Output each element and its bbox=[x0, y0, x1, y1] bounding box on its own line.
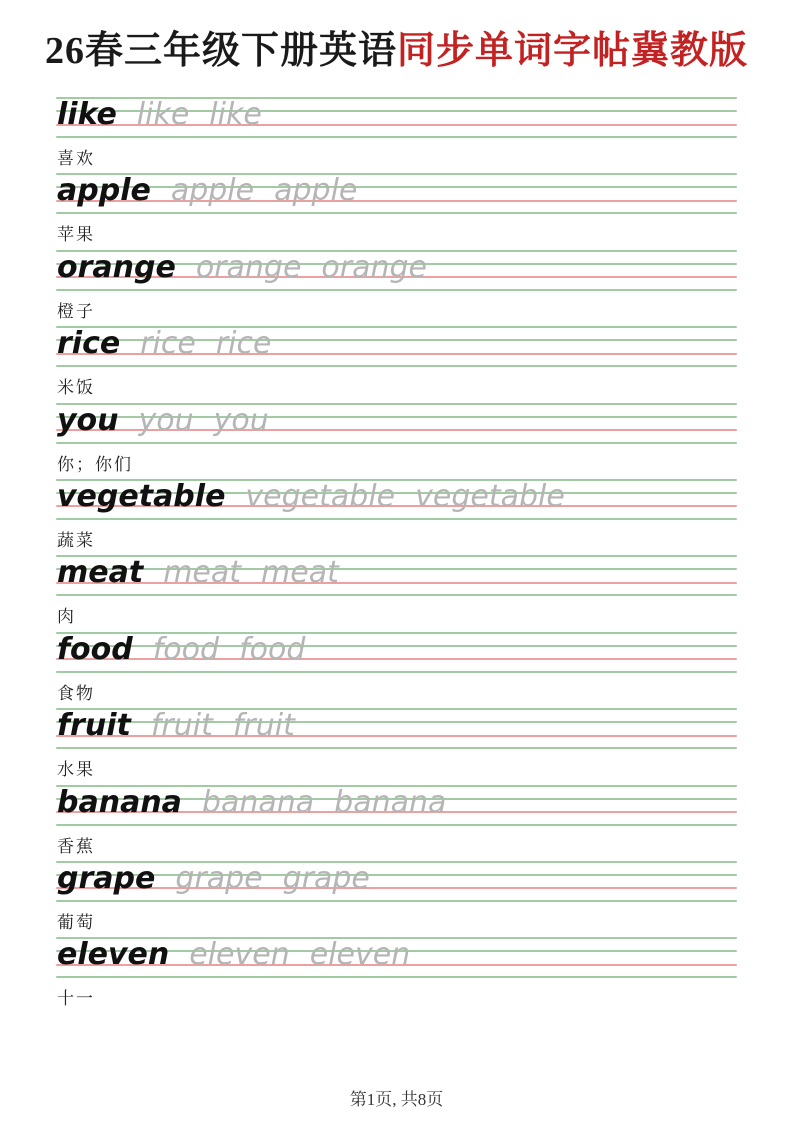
writing-guide-grid bbox=[56, 632, 737, 672]
page-footer bbox=[0, 1085, 793, 1110]
page-title-red-part: 同步单词字帖冀教版 bbox=[397, 30, 749, 72]
traced-word: fruit bbox=[150, 708, 213, 744]
word-line bbox=[57, 937, 411, 973]
traced-word: grape bbox=[282, 860, 370, 896]
word-row bbox=[56, 555, 737, 631]
word-row bbox=[56, 326, 737, 402]
writing-guide-grid bbox=[56, 479, 737, 519]
guide-line-bottom bbox=[56, 136, 737, 138]
guide-line-bottom bbox=[56, 824, 737, 826]
practice-word: orange bbox=[57, 249, 176, 285]
traced-word: like bbox=[136, 97, 190, 132]
chinese-translation: 米饭 bbox=[57, 378, 95, 398]
practice-word: fruit bbox=[57, 708, 131, 744]
word-row bbox=[56, 97, 737, 173]
traced-word: meat bbox=[261, 555, 339, 591]
guide-line-bottom bbox=[56, 365, 737, 367]
traced-word: orange bbox=[321, 249, 428, 285]
traced-word: rice bbox=[215, 326, 272, 362]
word-line bbox=[57, 632, 305, 665]
word-line bbox=[57, 479, 565, 512]
chinese-translation: 你；你们 bbox=[57, 454, 133, 474]
writing-guide-grid bbox=[56, 326, 737, 366]
chinese-translation: 蔬菜 bbox=[57, 530, 95, 550]
traced-word: apple bbox=[274, 173, 358, 209]
guide-line-bottom bbox=[56, 212, 737, 214]
word-line bbox=[57, 861, 370, 894]
word-row bbox=[56, 861, 737, 937]
word-line bbox=[57, 173, 358, 209]
traced-word: food bbox=[152, 631, 220, 667]
chinese-translation: 水果 bbox=[57, 760, 95, 780]
word-line bbox=[57, 785, 446, 818]
traced-word: orange bbox=[195, 249, 302, 285]
guide-line-bottom bbox=[56, 747, 737, 749]
word-line bbox=[57, 97, 262, 130]
page-title bbox=[0, 28, 793, 74]
guide-line-bottom bbox=[56, 289, 737, 291]
guide-line-bottom bbox=[56, 671, 737, 673]
practice-word: food bbox=[57, 631, 133, 667]
chinese-translation: 橙子 bbox=[57, 301, 95, 321]
guide-line-bottom bbox=[56, 442, 737, 444]
guide-line-bottom bbox=[56, 518, 737, 520]
word-row bbox=[56, 173, 737, 249]
chinese-translation: 十一 bbox=[57, 989, 95, 1009]
traced-word: banana bbox=[334, 784, 447, 820]
traced-word: like bbox=[209, 97, 262, 132]
practice-word: banana bbox=[57, 784, 182, 820]
guide-line-bottom bbox=[56, 594, 737, 596]
traced-word: banana bbox=[201, 784, 315, 820]
practice-word: vegetable bbox=[57, 478, 226, 514]
word-row bbox=[56, 403, 737, 479]
chinese-translation: 香蕉 bbox=[57, 836, 95, 856]
word-line bbox=[57, 708, 295, 744]
practice-word: meat bbox=[57, 555, 144, 591]
writing-guide-grid bbox=[56, 97, 737, 137]
chinese-translation: 苹果 bbox=[57, 225, 95, 245]
word-line bbox=[57, 326, 272, 362]
word-line bbox=[57, 250, 427, 283]
word-row bbox=[56, 479, 737, 555]
traced-word: apple bbox=[170, 173, 255, 209]
practice-word: eleven bbox=[57, 937, 170, 973]
guide-line-bottom bbox=[56, 976, 737, 978]
traced-word: rice bbox=[140, 326, 196, 362]
word-row bbox=[56, 708, 737, 784]
writing-guide-grid bbox=[56, 555, 737, 595]
traced-word: food bbox=[239, 631, 306, 667]
guide-line-bottom bbox=[56, 900, 737, 902]
chinese-translation: 喜欢 bbox=[57, 149, 95, 168]
page-title-black-part: 26春三年级下册英语 bbox=[44, 30, 397, 72]
writing-guide-grid bbox=[56, 173, 737, 213]
word-row bbox=[56, 632, 737, 708]
practice-word: like bbox=[57, 97, 117, 132]
practice-word: grape bbox=[57, 860, 156, 896]
traced-word: meat bbox=[163, 555, 242, 591]
traced-word: vegetable bbox=[245, 478, 396, 514]
word-row bbox=[56, 937, 737, 1013]
writing-guide-grid bbox=[56, 250, 737, 290]
traced-word: fruit bbox=[232, 708, 295, 744]
chinese-translation: 葡萄 bbox=[57, 912, 95, 932]
chinese-translation: 食物 bbox=[57, 683, 95, 703]
word-row bbox=[56, 785, 737, 861]
traced-word: you bbox=[213, 402, 269, 438]
practice-word: apple bbox=[57, 173, 151, 209]
practice-word: rice bbox=[57, 326, 121, 362]
page-indicator: 第1页, 共8页 bbox=[349, 1090, 444, 1109]
word-rows-container bbox=[56, 97, 737, 1014]
word-line bbox=[57, 403, 269, 436]
word-row bbox=[56, 250, 737, 326]
writing-guide-grid bbox=[56, 785, 737, 825]
word-line bbox=[57, 555, 339, 591]
traced-word: grape bbox=[175, 860, 263, 896]
traced-word: eleven bbox=[309, 937, 411, 973]
writing-guide-grid bbox=[56, 403, 737, 443]
chinese-translation: 肉 bbox=[57, 607, 76, 627]
writing-guide-grid bbox=[56, 861, 737, 901]
traced-word: you bbox=[138, 402, 194, 438]
practice-word: you bbox=[57, 402, 119, 438]
writing-guide-grid bbox=[56, 708, 737, 748]
writing-guide-grid bbox=[56, 937, 737, 977]
traced-word: vegetable bbox=[415, 478, 565, 514]
traced-word: eleven bbox=[189, 937, 290, 973]
